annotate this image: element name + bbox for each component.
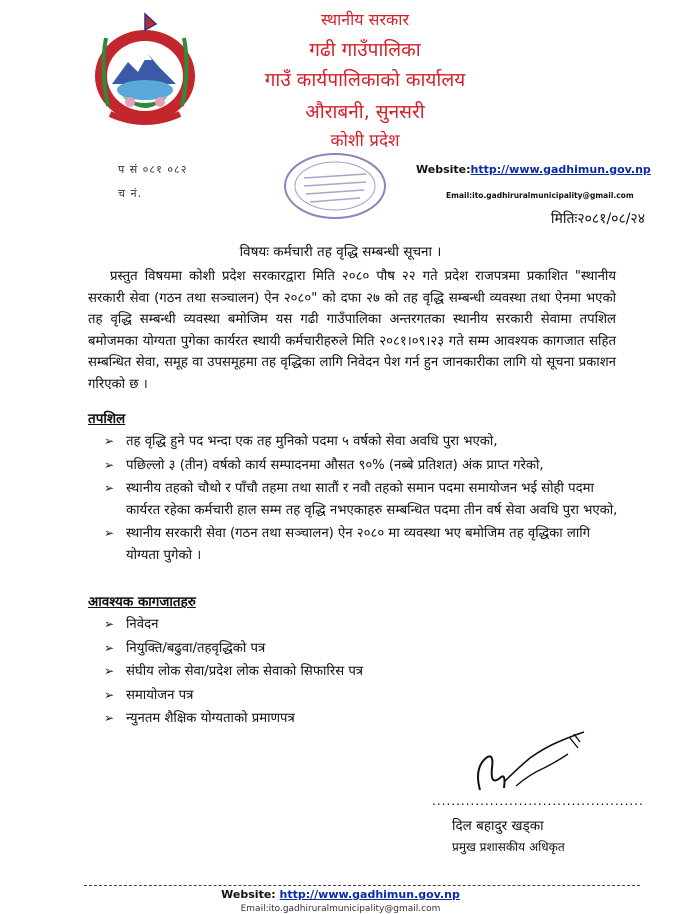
arrow-bullet-icon: ➢ [104,457,115,472]
body-paragraph: प्रस्तुत विषयमा कोशी प्रदेश सरकारद्वारा मिति २०८० पौष २२ गते प्रदेश राजपत्रमा प्रकाशित "स्थानीय सरकारी सेवा (गठन तथा सञ्चालन) ऐन २०८०" को दफा २७ को तह वृद्धि सम्बन्धी व्यवस्था तथा ऐनमा भएको तह वृद्धि सम्बन्धी व्यवस्था बमोजिम यस गढी गाउँपालिका अन्तरगतका स्थानीय सरकारी सेवामा तपशिल बमोजमका योग्यता पुगेका कार्यरत स्थायी कर्मचारीहरुले मिति २०८१।०९।२३ गते सम्म आवश्यक कागजात सहित सम्बन्धित सेवा, समूह वा उपसमूहमा तह वृद्धिका लागि निवेदन पेश गर्न हुन जानकारीका लागि यो सूचना प्रकाशन गरिएको छ । [88,269,616,392]
website-label: Website: [221,888,276,901]
list-item: ➢ संघीय लोक सेवा/प्रदेश लोक सेवाको सिफारिस पत्र [104,661,620,683]
footer-divider [84,885,640,886]
arrow-bullet-icon: ➢ [104,664,115,678]
arrow-bullet-icon: ➢ [104,617,115,631]
letter-reference-number: प सं ०८१ ०८२ [118,163,188,176]
list-item: ➢ निवेदन [104,614,620,636]
tapashil-list [104,431,620,568]
list-item: ➢ स्थानीय सरकारी सेवा (गठन तथा सञ्चालन) ऐन २०८० मा व्यवस्था भए बमोजिम तह वृद्धिका लागि योग्यता पुगेको । [104,523,620,566]
nepal-emblem-logo [86,10,204,132]
list-item: ➢ पछिल्लो ३ (तीन) वर्षको कार्य सम्पादनमा औसत ९०% (नब्बे प्रतिशत) अंक प्राप्त गरेको, [104,455,620,477]
website-header [416,163,651,176]
arrow-bullet-icon: ➢ [104,434,115,448]
website-footer [0,888,681,901]
list-item: ➢ न्युनतम शैक्षिक योग्यताको प्रमाणपत्र [104,708,620,730]
documents-heading: आवश्यक कागजातहरु [88,594,196,610]
list-item: ➢ तह वृद्धि हुने पद भन्दा एक तह मुनिको पदमा ५ वर्षको सेवा अवधि पुरा भएको, [104,431,620,453]
arrow-bullet-icon: ➢ [104,711,115,725]
email-footer: Email:ito.gadhiruralmunicipality@gmail.com [240,904,441,914]
signature-line: ............................................ [432,794,644,808]
header-line-province: कोशी प्रदेश [330,131,400,151]
header-line-municipality: गढी गाउँपालिका [309,39,421,61]
dispatch-number: च नं. [118,187,143,200]
documents-list [104,614,620,732]
header-line-office: गाउँ कार्यपालिकाको कार्यालय [264,69,466,91]
header-line-government: स्थानीय सरकार [321,10,409,29]
notice-body [88,266,616,395]
website-link[interactable]: http://www.gadhimun.gov.np [279,888,460,901]
subject-line: विषयः कर्मचारी तह वृद्धि सम्बन्धी सूचना । [239,244,442,260]
signatory-name: दिल बहादुर खड्का [452,818,544,834]
office-stamp [280,150,390,222]
arrow-bullet-icon: ➢ [104,687,115,702]
website-label: Website: [416,163,471,176]
list-item: ➢ समायोजन पत्र [104,685,620,707]
arrow-bullet-icon: ➢ [104,640,115,655]
arrow-bullet-icon: ➢ [104,526,115,540]
letter-date: मितिः२०८१/०८/२४ [550,211,645,227]
signatory-title: प्रमुख प्रशासकीय अधिकृत [452,840,565,854]
website-link[interactable]: http://www.gadhimun.gov.np [470,163,651,176]
list-item: ➢ स्थानीय तहको चौथो र पाँचौ तहमा तथा सातौं र नवौ तहको समान पदमा समायोजन भई सोही पदमा कार्यरत रहेका कर्मचारी हाल सम्म तह वृद्धि नभएकाहरु सम्बन्धित पदमा तीन वर्ष सेवा अवधि पुरा भएको, [104,478,620,521]
list-item: ➢ नियुक्ति/बढुवा/तहवृद्धिको पत्र [104,638,620,660]
email-header: Email:ito.gadhiruralmunicipality@gmail.com [446,191,634,200]
tapashil-heading: तपशिल [88,411,126,427]
arrow-bullet-icon: ➢ [104,481,115,495]
header-line-location: औराबनी, सुनसरी [305,101,425,123]
